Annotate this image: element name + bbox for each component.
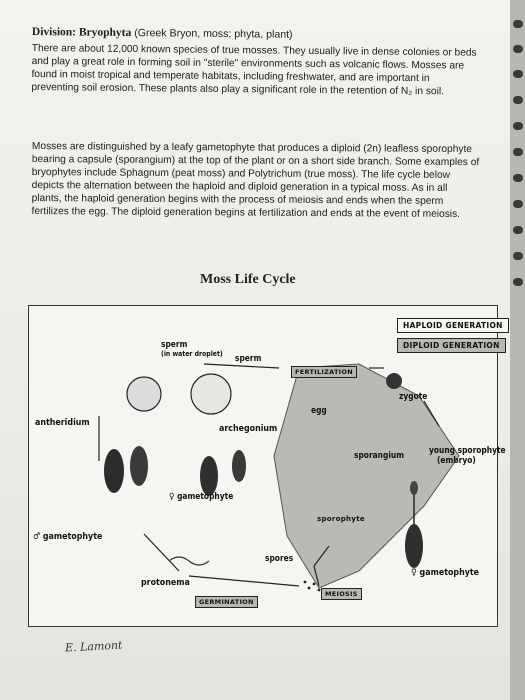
label-zygote: zygote — [399, 392, 428, 402]
division-heading — [32, 26, 480, 44]
figure-title: Moss Life Cycle — [200, 272, 296, 287]
label-egg: egg — [311, 406, 327, 416]
label-protonema: protonema — [141, 578, 190, 588]
diploid-region — [274, 364, 459, 588]
sporangium-capsule — [410, 481, 418, 495]
intro-paragraph-block — [31, 26, 480, 102]
label-female-gametophyte-left: ♀ gametophyte — [169, 492, 234, 502]
arrow-spores-to-protonema — [189, 576, 299, 586]
legend-haploid: HAPLOID GENERATION — [397, 318, 509, 333]
arrow-protonema-to-gametophyte — [144, 534, 179, 571]
label-male-gametophyte: ♂ gametophyte — [33, 532, 103, 542]
right-gametophyte-shape — [405, 524, 423, 568]
division-label: Division: Bryophyta — [31, 26, 132, 40]
label-meiosis: MEIOSIS — [321, 588, 362, 600]
label-sporophyte: sporophyte — [317, 515, 365, 523]
description-paragraph-block — [31, 140, 480, 224]
female-gametophyte-shape — [200, 456, 218, 496]
author-signature: E. Lamont — [64, 638, 123, 655]
arrow-sperm-to-fertilization — [204, 364, 279, 368]
archegonium-cluster — [191, 374, 231, 414]
protonema-shape — [169, 557, 209, 565]
paragraph-1: There are about 12,000 known species of true mosses. They usually live in dense colonies or beds and play a great role in forming soil in "sterile" environments such as volcanic flows. Mosses are found in moist tropical and temperate habitats, including freshwater, and are important in preventing soil erosion. These plants also play a significant role in the retention of N₂ in soil. — [31, 42, 477, 98]
label-sporangium: sporangium — [354, 451, 405, 461]
gametophyte-shape-2 — [130, 446, 148, 486]
division-etymology: (Greek Bryon, moss; phyta, plant) — [131, 27, 293, 41]
label-female-gametophyte-right: ♀ gametophyte — [411, 568, 480, 578]
paragraph-2: Mosses are distinguished by a leafy gametophyte that produces a diploid (2n) leafless sporophyte bearing a capsule (sporangium) at the top of the plant or on a short side branch. Some examples of bryophytes include Sphagnum (peat moss) and Polytrichum (true moss). The life cycle below depicts the alternation between the haploid and diploid generation in a typical moss. As in all plants, the haploid generation begins with the process of meiosis and ends when the sperm fertilizes the egg. The diploid generation begins at fertilization and ends at the event of meiosis. — [31, 140, 480, 220]
gametophyte-shape-4 — [232, 450, 246, 482]
label-young-sporophyte: young sporophyte — [429, 446, 506, 456]
label-sperm: sperm — [235, 354, 262, 364]
life-cycle-diagram — [28, 305, 506, 627]
label-fertilization: FERTILIZATION — [291, 366, 357, 378]
label-archegonium: archegonium — [219, 424, 278, 434]
label-sperm-water-note: (in water droplet) — [161, 350, 223, 358]
life-cycle-artwork — [29, 306, 499, 628]
label-antheridium: antheridium — [35, 418, 90, 428]
label-sperm-water: sperm — [161, 340, 188, 350]
zygote-shape — [386, 373, 402, 389]
antheridium-cluster — [127, 377, 161, 411]
legend-diploid: DIPLOID GENERATION — [397, 338, 506, 353]
label-embryo: (embryo) — [437, 456, 476, 466]
label-germination: GERMINATION — [195, 596, 258, 608]
male-gametophyte-shape — [104, 449, 124, 493]
spiral-binding — [510, 0, 525, 700]
label-spores: spores — [265, 554, 294, 564]
